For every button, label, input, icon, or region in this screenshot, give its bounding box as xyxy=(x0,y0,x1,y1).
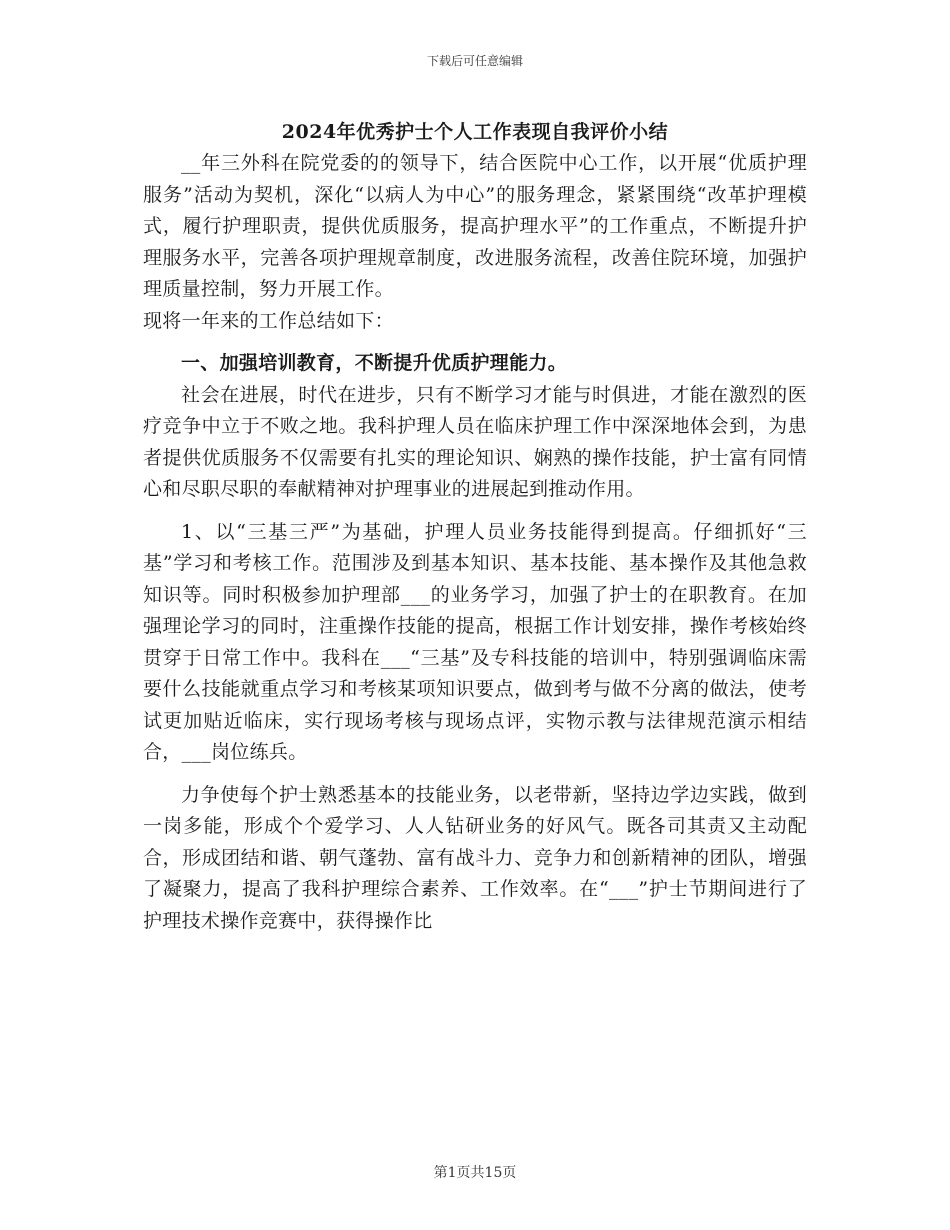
paragraph-strive: 力争使每个护士熟悉基本的技能业务，以老带新，坚持边学边实践，做到一岗多能，形成个个爱学习、人人钻研业务的好风气。既各司其责又主动配合，形成团结和谐、朝气蓬勃、富有战斗力、竞争力和创新精神的团队，增强了凝聚力，提高了我科护理综合素养、工作效率。在“___”护士节期间进行了护理技术操作竞赛中，获得操作比 xyxy=(143,783,807,932)
paragraph-intro: __年三外科在院党委的的领导下，结合医院中心工作，以开展“优质护理服务”活动为契机，深化“以病人为中心”的服务理念，紧紧围绕“改革护理模式，履行护理职责，提供优质服务，提高护理水平”的工作重点，不断提升护理服务水平，完善各项护理规章制度，改进服务流程，改善住院环境，加强护理质量控制，努力开展工作。 xyxy=(143,152,807,300)
document-title: 2024年优秀护士个人工作表现自我评价小结 xyxy=(281,121,669,143)
page-number-footer: 第1页共15页 xyxy=(433,1165,517,1181)
paragraph-three-basics: 1、以“三基三严”为基础，护理人员业务技能得到提高。仔细抓好“三基”学习和考核工作。范围涉及到基本知识、基本技能、基本操作及其他急救知识等。同时积极参加护理部___的业务学习，加强了护士的在职教育。在加强理论学习的同时，注重操作技能的提高，根据工作计划安排，操作考核始终贯穿于日常工作中。我科在___“三基”及专科技能的培训中，特别强调临床需要什么技能就重点学习和考核某项知识要点，做到考与做不分离的做法，使考试更加贴近临床，实行现场考核与现场点评，实物示教与法律规范演示相结合，___岗位练兵。 xyxy=(143,520,807,763)
paragraph-society: 社会在进展，时代在进步，只有不断学习才能与时俱进，才能在激烈的医疗竞争中立于不败之地。我科护理人员在临床护理工作中深深地体会到，为患者提供优质服务不仅需要有扎实的理论知识、娴熟的操作技能，护士富有同情心和尽职尽职的奉献精神对护理事业的进展起到推动作用。 xyxy=(143,383,807,500)
page-header-note: 下载后可任意编辑 xyxy=(426,54,523,68)
document-body xyxy=(143,148,807,937)
section-heading-1: 一、加强培训教育，不断提升优质护理能力。 xyxy=(181,352,568,374)
paragraph-summary-lead: 现将一年来的工作总结如下： xyxy=(143,309,394,332)
